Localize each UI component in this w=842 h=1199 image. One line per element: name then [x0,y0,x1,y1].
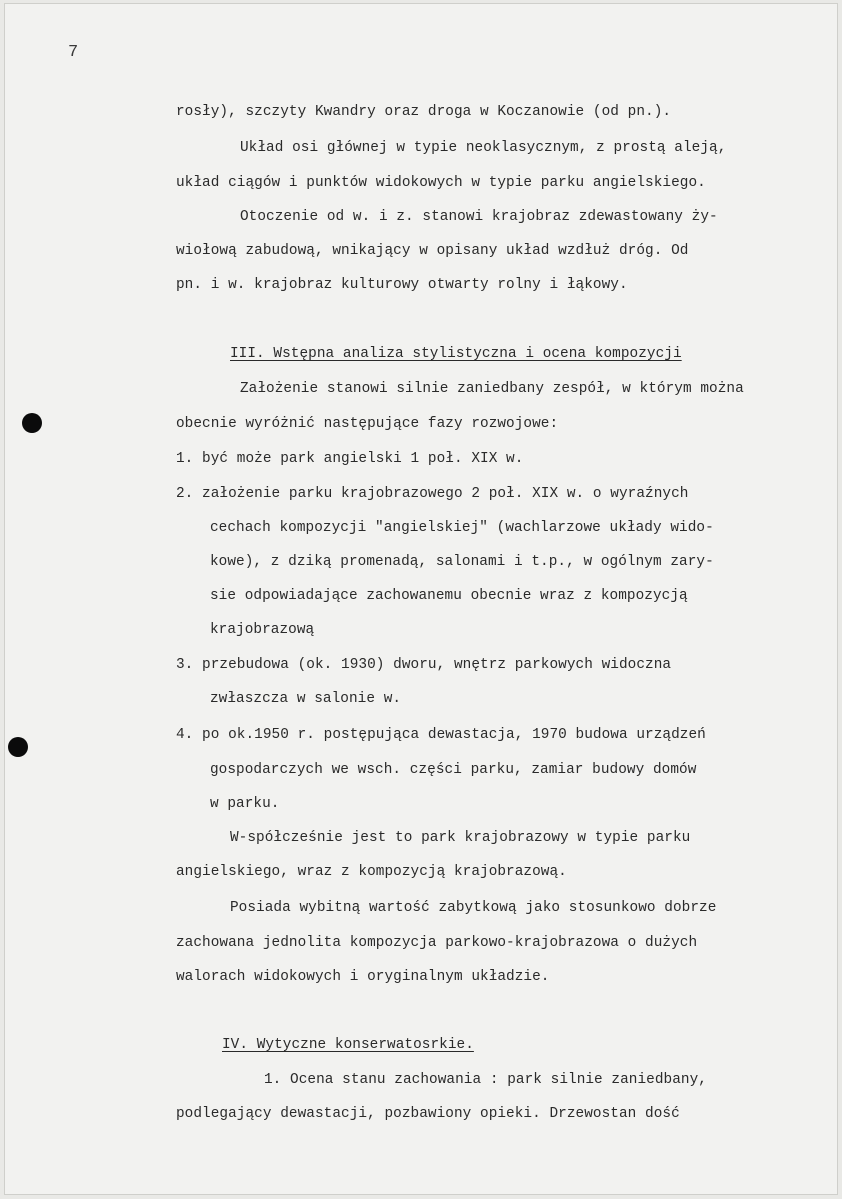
text-line: cechach kompozycji "angielskiej" (wachlarzowe układy wido- [210,520,714,536]
section-heading-iv: IV. Wytyczne konserwatosrkie. [222,1037,474,1053]
text-line: obecnie wyróżnić następujące fazy rozwojowe: [176,416,559,432]
punch-hole-upper [22,413,42,433]
text-line: sie odpowiadające zachowanemu obecnie wraz z kompozycją [210,588,688,604]
text-line: Otoczenie od w. i z. stanowi krajobraz zdewastowany ży- [240,209,718,225]
text-line: rosły), szczyty Kwandry oraz droga w Koczanowie (od pn.). [176,104,672,120]
text-line: Założenie stanowi silnie zaniedbany zespół, w którym można [240,381,744,397]
text-line: krajobrazową [210,622,315,638]
text-line: Posiada wybitną wartość zabytkową jako stosunkowo dobrze [230,900,717,916]
text-line: wiołową zabudową, wnikający w opisany układ wzdłuż dróg. Od [176,243,689,259]
list-item: 1. być może park angielski 1 poł. XIX w. [176,451,524,467]
section-heading-iii: III. Wstępna analiza stylistyczna i ocena kompozycji [230,346,682,362]
text-line: zachowana jednolita kompozycja parkowo-krajobrazowa o dużych [176,935,698,951]
list-item: 2. założenie parku krajobrazowego 2 poł. XIX w. o wyraźnych [176,486,689,502]
text-line: walorach widokowych i oryginalnym układzie. [176,969,550,985]
text-line: zwłaszcza w salonie w. [210,691,402,707]
text-line: gospodarczych we wsch. części parku, zamiar budowy domów [210,762,697,778]
text-line: W-spółcześnie jest to park krajobrazowy w typie parku [230,830,691,846]
punch-hole-lower [8,737,28,757]
list-item: 3. przebudowa (ok. 1930) dworu, wnętrz parkowych widoczna [176,657,672,673]
text-line: 1. Ocena stanu zachowania : park silnie zaniedbany, [264,1072,707,1088]
list-item: 4. po ok.1950 r. postępująca dewastacja, 1970 budowa urządzeń [176,727,706,743]
text-line: Układ osi głównej w typie neoklasycznym, z prostą aleją, [240,140,727,156]
text-line: w parku. [210,796,280,812]
text-line: pn. i w. krajobraz kulturowy otwarty rolny i łąkowy. [176,277,628,293]
text-line: podlegający dewastacji, pozbawiony opieki. Drzewostan dość [176,1106,680,1122]
page-number: 7 [68,43,79,62]
text-line: układ ciągów i punktów widokowych w typie parku angielskiego. [176,175,706,191]
text-line: kowe), z dziką promenadą, salonami i t.p., w ogólnym zary- [210,554,714,570]
text-line: angielskiego, wraz z kompozycją krajobrazową. [176,864,567,880]
